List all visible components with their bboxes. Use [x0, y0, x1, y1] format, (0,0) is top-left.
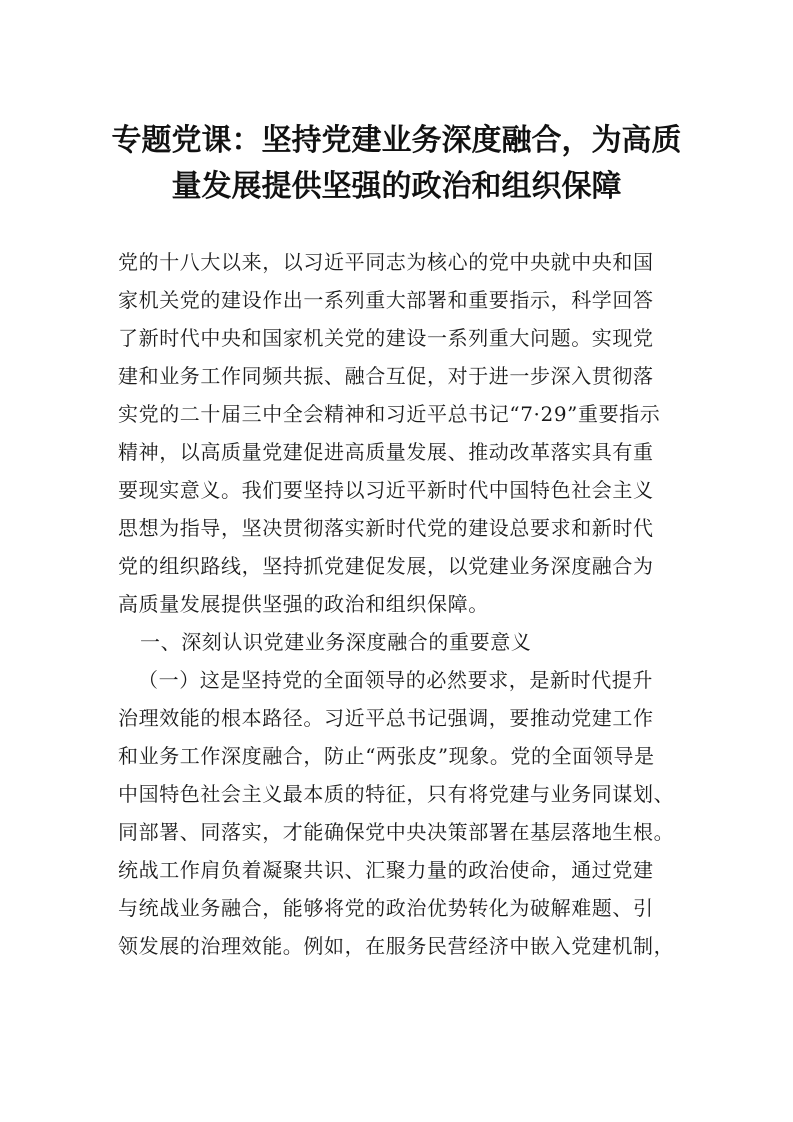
section-heading: 一、深刻认识党建业务深度融合的重要意义: [140, 630, 532, 654]
body-line: 治理效能的根本路径。习近平总书记强调，要推动党建工作: [118, 706, 654, 730]
body-line: 思想为指导，坚决贯彻落实新时代党的建设总要求和新时代: [118, 516, 654, 540]
title-line-1: 专题党课：坚持党建业务深度融合，为高质: [111, 123, 682, 158]
body-line: 实党的二十届三中全会精神和习近平总书记“7·29”重要指示: [118, 402, 661, 426]
body-line: 党的十八大以来，以习近平同志为核心的党中央就中央和国: [118, 250, 654, 274]
body-line: 统战工作肩负着凝聚共识、汇聚力量的政治使命，通过党建: [118, 858, 654, 882]
body-line: 同部署、同落实，才能确保党中央决策部署在基层落地生根。: [118, 820, 675, 844]
body-line: 领发展的治理效能。例如，在服务民营经济中嵌入党建机制，: [118, 934, 675, 958]
body-line: 高质量发展提供坚强的政治和组织保障。: [118, 592, 489, 616]
body-line: 和业务工作深度融合，防止“两张皮”现象。党的全面领导是: [118, 744, 655, 768]
body-line: 家机关党的建设作出一系列重大部署和重要指示，科学回答: [118, 288, 654, 312]
body-line: 建和业务工作同频共振、融合互促，对于进一步深入贯彻落: [118, 364, 654, 388]
body-line: 精神，以高质量党建促进高质量发展、推动改革落实具有重: [118, 440, 654, 464]
title-line-2: 量发展提供坚强的政治和组织保障: [171, 169, 622, 204]
document-title: [100, 118, 693, 210]
body-line: 党的组织路线，坚持抓党建促发展，以党建业务深度融合为: [118, 554, 654, 578]
body-line: 与统战业务融合，能够将党的政治优势转化为破解难题、引: [118, 896, 654, 920]
subsection-heading: （一）这是坚持党的全面领导的必然要求，是新时代提升: [138, 668, 653, 692]
body-line: 了新时代中央和国家机关党的建设一系列重大问题。实现党: [118, 326, 654, 350]
body-line: 要现实意义。我们要坚持以习近平新时代中国特色社会主义: [118, 478, 654, 502]
body-line: 中国特色社会主义最本质的特征，只有将党建与业务同谋划、: [118, 782, 675, 806]
